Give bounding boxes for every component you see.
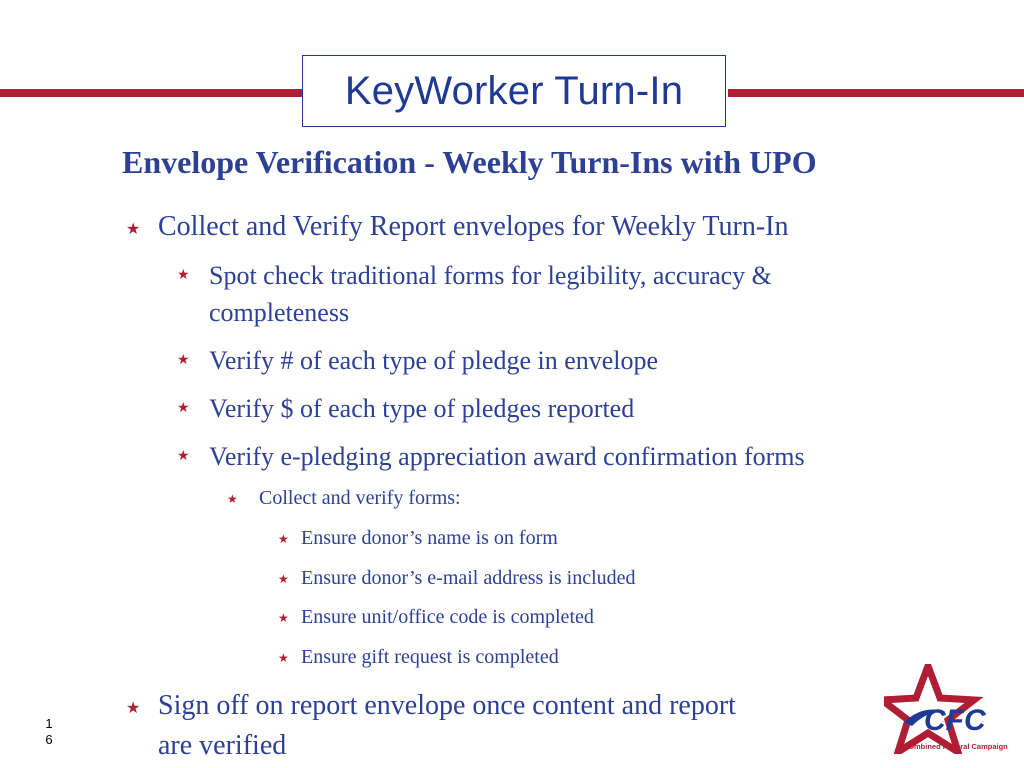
bullet-sign-off-line2: are verified [158, 730, 287, 761]
slide-title: KeyWorker Turn-In [344, 68, 684, 113]
logo-tagline: Combined Federal Campaign [904, 742, 1008, 751]
header-rule-right [728, 89, 1024, 97]
star-bullet-icon: ★ [177, 449, 190, 464]
star-bullet-icon: ★ [177, 268, 190, 283]
star-bullet-icon: ★ [126, 700, 141, 717]
bullet-verify-count: Verify # of each type of pledge in envelope [209, 346, 659, 375]
bullet-verify-epledging: Verify e-pledging appreciation award confirmation forms [209, 442, 805, 471]
bullet-gift-request: Ensure gift request is completed [301, 646, 559, 668]
slide-subtitle: Envelope Verification - Weekly Turn-Ins with UPO [122, 144, 817, 180]
star-bullet-icon: ★ [126, 221, 141, 238]
star-bullet-icon: ★ [278, 611, 289, 625]
star-bullet-icon: ★ [278, 572, 289, 586]
bullet-donor-name: Ensure donor’s name is on form [301, 527, 558, 549]
title-box [302, 55, 726, 127]
bullet-spot-check-line1: Spot check traditional forms for legibility, accuracy & [209, 261, 772, 290]
bullet-verify-amount: Verify $ of each type of pledges reported [209, 394, 635, 423]
bullet-spot-check-line2: completeness [209, 298, 350, 327]
page-number [43, 716, 55, 748]
star-bullet-icon: ★ [177, 401, 190, 416]
star-bullet-icon: ★ [177, 353, 190, 368]
bullet-sign-off-line1: Sign off on report envelope once content and report [158, 690, 736, 721]
star-bullet-icon: ★ [278, 651, 289, 665]
star-bullet-icon: ★ [278, 532, 289, 546]
bullet-collect-verify: Collect and Verify Report envelopes for Weekly Turn-In [158, 211, 789, 242]
page-number-line2: 6 [45, 732, 53, 747]
bullet-collect-forms: Collect and verify forms: [259, 487, 461, 509]
cfc-logo [884, 664, 1014, 754]
star-bullet-icon: ★ [227, 492, 238, 506]
header-rule-left [0, 89, 302, 97]
logo-text: CFC [924, 704, 986, 737]
bullet-unit-code: Ensure unit/office code is completed [301, 606, 594, 628]
bullet-donor-email: Ensure donor’s e-mail address is included [301, 567, 636, 589]
page-number-line1: 1 [45, 716, 53, 731]
